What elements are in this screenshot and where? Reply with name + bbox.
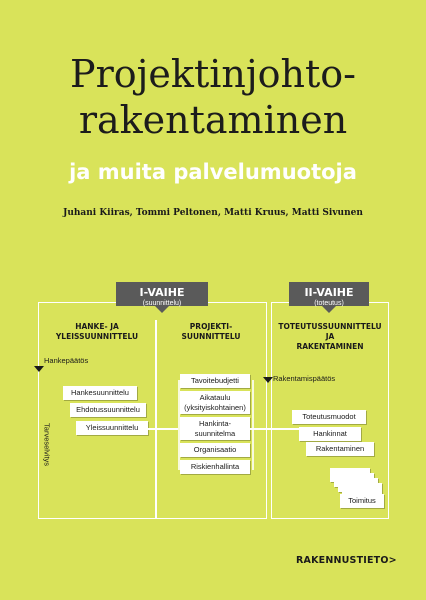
column2-heading-line2: SUUNNITTELU — [181, 332, 241, 341]
col2-item-hankinta-line1: Hankinta- — [198, 419, 232, 428]
subtitle: ja muita palvelumuotoja — [69, 160, 357, 184]
phase1-tab-arrow — [155, 306, 169, 313]
phase2-tab — [289, 282, 369, 306]
col2-item-riskienhallinta: Riskienhallinta — [180, 460, 250, 474]
column1-heading — [40, 322, 154, 342]
column3-heading-line1: TOTEUTUSSUUNNITTELU JA — [278, 322, 382, 341]
col2-item-aikataulu — [180, 391, 250, 414]
phase2-tab-arrow — [322, 306, 336, 313]
col2-item-aikataulu-line2: (yksityiskohtainen) — [184, 403, 246, 412]
column3-heading — [273, 322, 387, 352]
col2-item-hankinta-line2: suunnitelma — [194, 429, 236, 438]
phase1-tab — [116, 282, 208, 306]
milestone-rakentamispaatos-marker — [263, 377, 273, 383]
milestone-hankepaatos-label: Hankepäätös — [44, 356, 89, 365]
col2-item-organisaatio: Organisaatio — [180, 443, 250, 457]
publisher-chevron-icon: > — [388, 555, 397, 566]
side-label-tarveselvitys: Tarveselvitys — [42, 423, 52, 466]
publisher-logo — [296, 555, 397, 566]
authors: Juhani Kiiras, Tommi Peltonen, Matti Kruus, Matti Sivunen — [63, 208, 363, 218]
publisher-name: RAKENNUSTIETO — [296, 555, 389, 566]
connector-col2-col3 — [250, 428, 300, 430]
milestone-rakentamispaatos-label: Rakentamispäätös — [273, 374, 336, 383]
final-item-toimitus: Toimitus — [340, 494, 384, 508]
column2-heading — [157, 322, 265, 342]
col3-item-rakentaminen: Rakentaminen — [306, 442, 374, 456]
col3-item-hankinnat: Hankinnat — [299, 427, 361, 441]
phase1-title: I-VAIHE — [139, 286, 185, 299]
col2-item-hankintasuunnitelma — [180, 417, 250, 440]
col1-item-hankesuunnittelu: Hankesuunnittelu — [63, 386, 137, 400]
title-line-1: Projektinjohto- — [70, 52, 356, 96]
phase2-subtitle: (toteutus) — [314, 300, 344, 307]
column1-heading-line1: HANKE- JA — [75, 322, 119, 331]
phase1-subtitle: (suunnittelu) — [142, 300, 182, 307]
column2-heading-line1: PROJEKTI- — [189, 322, 233, 331]
connector-col1-col2 — [148, 428, 178, 430]
col2-item-aikataulu-line1: Aikataulu — [199, 393, 231, 402]
column3-heading-line2: RAKENTAMINEN — [296, 342, 364, 351]
milestone-hankepaatos-marker — [34, 366, 44, 372]
col1-item-ehdotussuunnittelu: Ehdotussuunnittelu — [70, 403, 146, 417]
col1-item-yleissuunnittelu: Yleissuunnittelu — [76, 421, 148, 435]
col3-item-toteutusmuodot: Toteutusmuodot — [292, 410, 366, 424]
phase2-title: II-VAIHE — [304, 286, 354, 299]
column1-heading-line2: YLEISSUUNNITTELU — [55, 332, 139, 341]
col2-bracket-right — [252, 380, 254, 470]
title-line-2: rakentaminen — [78, 98, 348, 142]
col2-item-tavoitebudjetti: Tavoitebudjetti — [180, 374, 250, 388]
column-divider — [155, 320, 157, 519]
